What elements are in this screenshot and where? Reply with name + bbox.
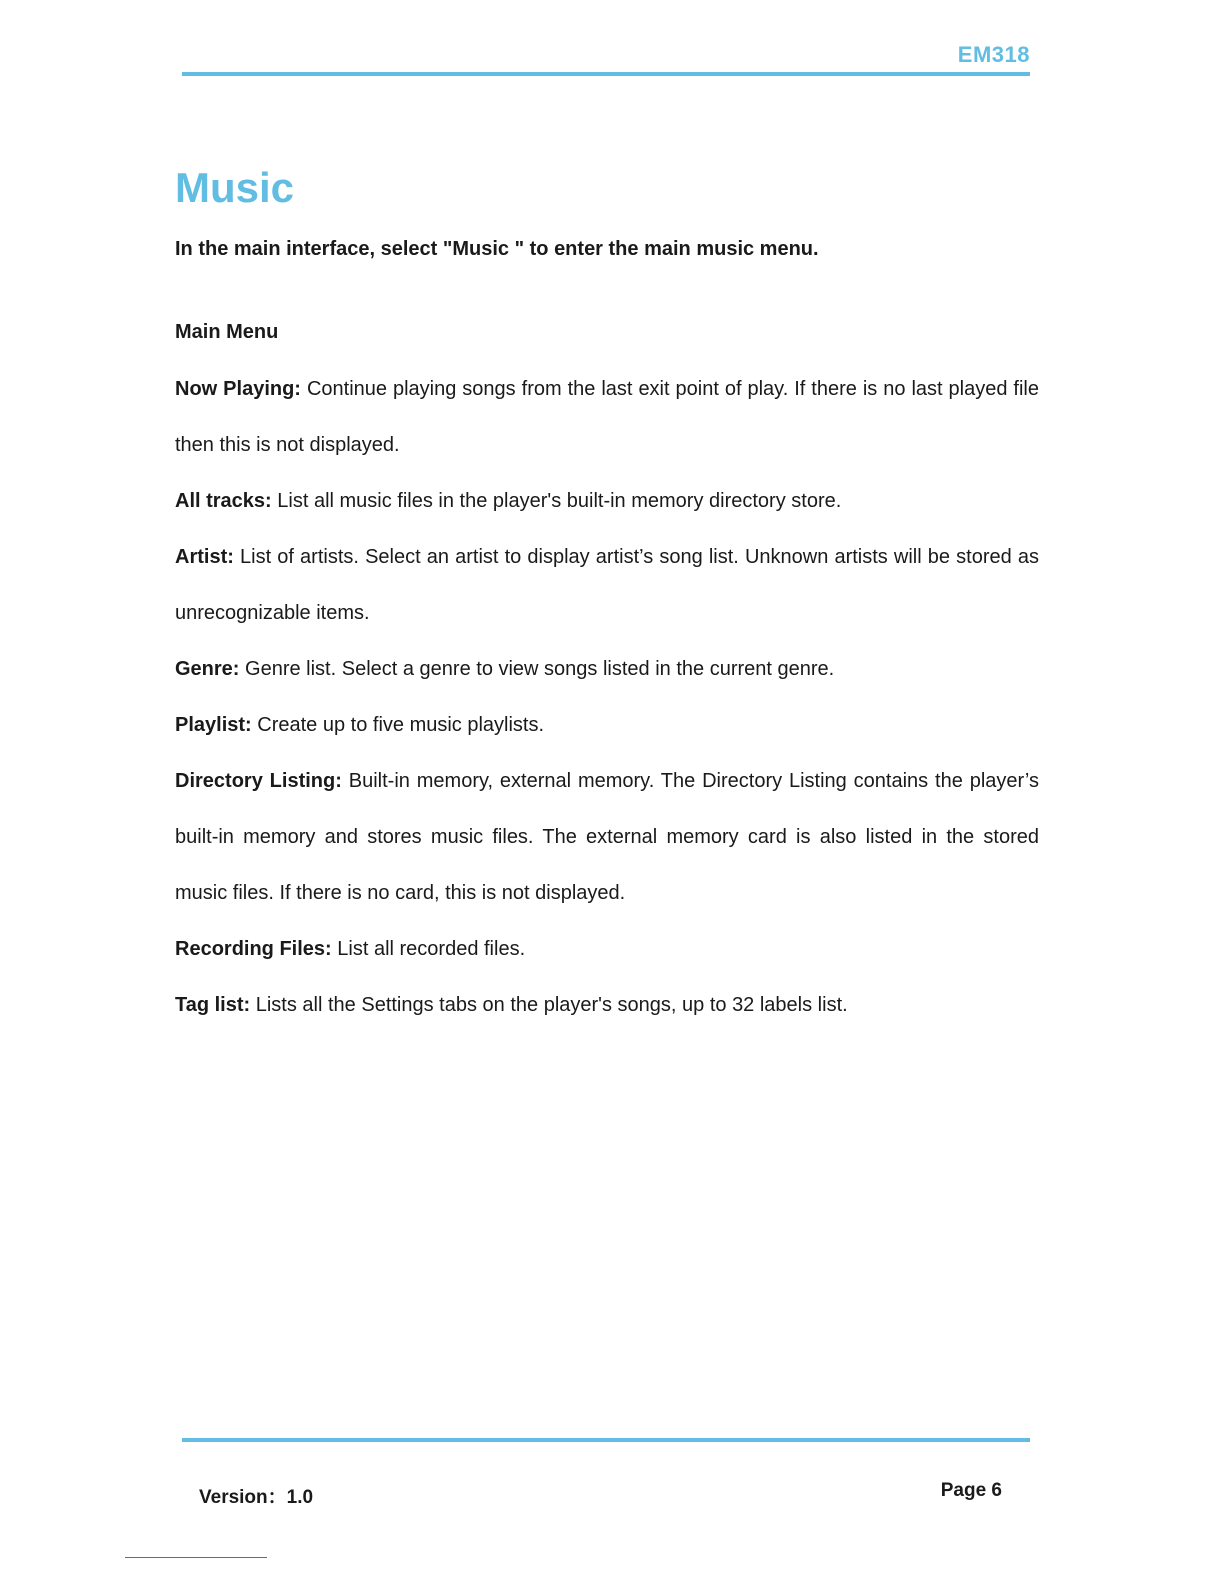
footer-page-number: Page 6 <box>940 1480 1002 1501</box>
entry-description: Built-in memory, external memory. The Directory Listing contains the player’s built-in memory and stores music files. The external memory card is also listed in the stored music files. If there is no card, this is not displayed. <box>175 770 1039 904</box>
entry-term: Playlist: <box>175 714 252 736</box>
menu-description-list <box>175 361 1039 1033</box>
entry-term: Artist: <box>175 546 234 568</box>
section-heading: Main Menu <box>175 321 279 343</box>
entry-description: Genre list. Select a genre to view songs listed in the current genre. <box>239 658 835 680</box>
footnote-separator <box>125 1557 267 1558</box>
entry-term: Recording Files: <box>175 938 332 960</box>
entry-term: Tag list: <box>175 994 251 1016</box>
entry-genre <box>175 641 1039 697</box>
entry-description: Continue playing songs from the last exit point of play. If there is no last played file then this is not displayed. <box>175 378 1039 456</box>
entry-description: List all recorded files. <box>331 938 526 960</box>
entry-term: All tracks: <box>175 490 272 512</box>
entry-tag-list <box>175 977 1039 1033</box>
entry-description: Create up to five music playlists. <box>251 714 545 736</box>
entry-all-tracks <box>175 473 1039 529</box>
page-title: Music <box>175 164 295 211</box>
entry-term: Now Playing: <box>175 378 301 400</box>
entry-term: Directory Listing: <box>175 770 342 792</box>
footer-divider <box>182 1438 1030 1442</box>
intro-text: In the main interface, select "Music " to enter the main music menu. <box>175 238 819 260</box>
entry-playlist <box>175 697 1039 753</box>
entry-description: List all music files in the player's built-in memory directory store. <box>271 490 842 512</box>
entry-term: Genre: <box>175 658 240 680</box>
document-model-code: EM318 <box>957 42 1030 67</box>
entry-recording-files <box>175 921 1039 977</box>
header-divider <box>182 72 1030 76</box>
entry-directory-listing <box>175 753 1039 921</box>
entry-description: Lists all the Settings tabs on the player's songs, up to 32 labels list. <box>250 994 848 1016</box>
entry-now-playing <box>175 361 1039 473</box>
entry-description: List of artists. Select an artist to display artist’s song list. Unknown artists will be stored as unrecognizable items. <box>175 546 1039 624</box>
footer-version: Version：1.0 <box>199 1487 314 1508</box>
entry-artist <box>175 529 1039 641</box>
